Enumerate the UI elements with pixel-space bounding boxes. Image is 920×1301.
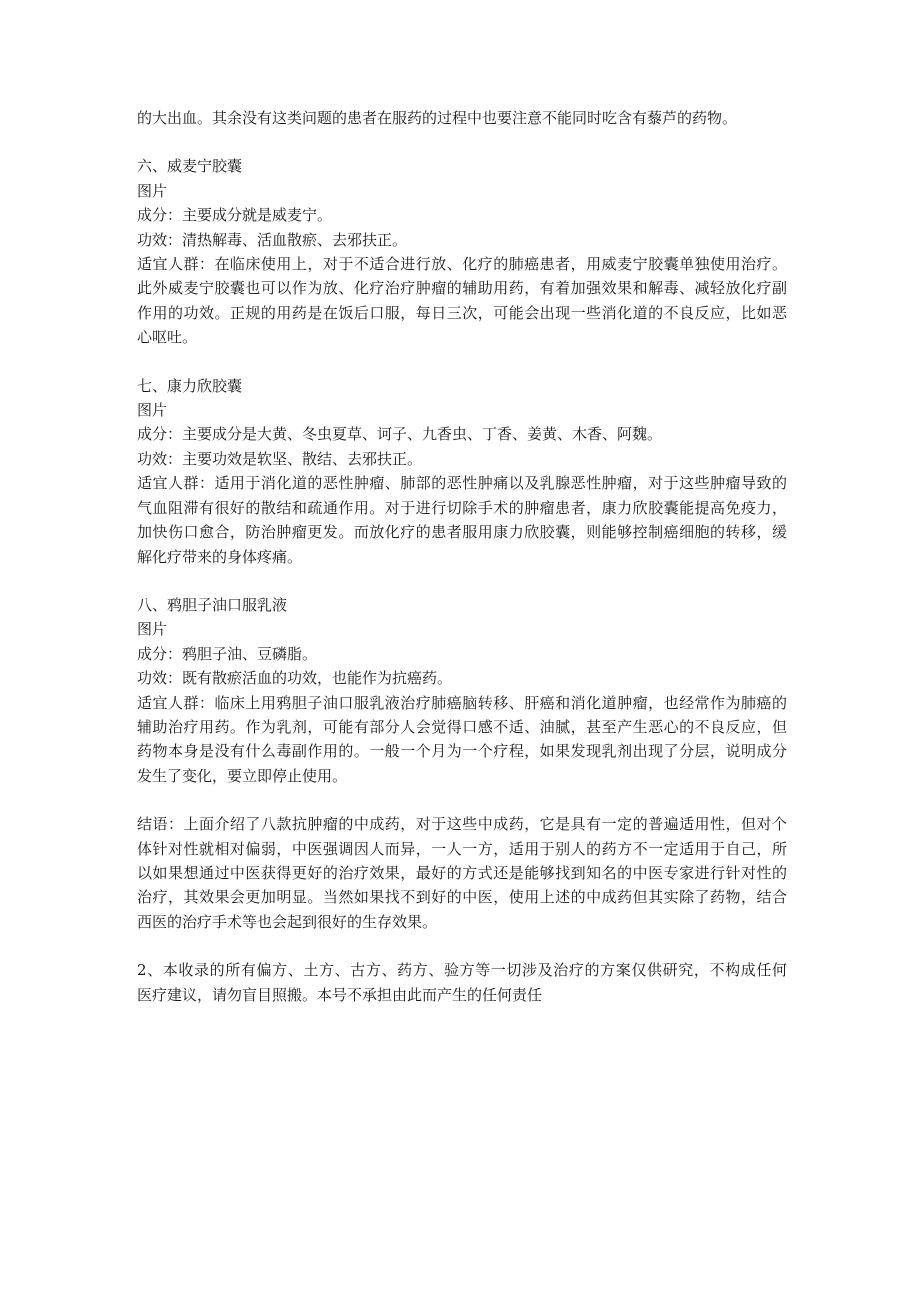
section-8-effect: 功效：既有散瘀活血的功效，也能作为抗癌药。: [137, 669, 453, 688]
section-7-title: 七、康力欣胶囊: [137, 376, 243, 395]
section-8-suitable-line: 适宜人群：临床上用鸦胆子油口服乳液治疗肺癌脑转移、肝癌和消化道肿瘤，也经常作为肺癌的: [137, 693, 787, 712]
conclusion-line: 以如果想通过中医获得更好的治疗效果，最好的方式还是能够找到知名的中医专家进行针对性的: [137, 863, 787, 882]
disclaimer-paragraph: [137, 958, 787, 1007]
paragraph-gap: [137, 350, 787, 374]
section-6-suitable-line: 心呕吐。: [137, 328, 198, 347]
conclusion-line: 西医的治疗手术等也会起到很好的生存效果。: [137, 912, 438, 931]
section-6-image-placeholder: 图片: [137, 181, 168, 200]
section-6-ingredients: 成分：主要成分就是威麦宁。: [137, 206, 333, 225]
paragraph-gap: [137, 569, 787, 593]
section-7-suitable-line: 解化疗带来的身体疼痛。: [137, 547, 303, 566]
section-8-image-placeholder: 图片: [137, 620, 168, 639]
conclusion-line: 结语：上面介绍了八款抗肿瘤的中成药，对于这些中成药，它是具有一定的普遍适用性，但对个: [137, 815, 787, 834]
section-7-image-placeholder: 图片: [137, 401, 168, 420]
disclaimer-line: 医疗建议，请勿盲目照搬。本号不承担由此而产生的任何责任: [137, 985, 543, 1004]
section-8-suitable-line: 辅助治疗用药。作为乳剂，可能有部分人会觉得口感不适、油腻，甚至产生恶心的不良反应，但: [137, 717, 787, 736]
paragraph-gap: [137, 934, 787, 958]
section-8-suitable-line: 发生了变化，要立即停止使用。: [137, 766, 348, 785]
section-7-suitable-line: 适宜人群：适用于消化道的恶性肿瘤、肺部的恶性肿痛以及乳腺恶性肿瘤，对于这些肿瘤导致的: [137, 474, 787, 493]
section-8-suitable-line: 药物本身是没有什么毒副作用的。一般一个月为一个疗程，如果发现乳剂出现了分层，说明成分: [137, 742, 787, 761]
document-page: [137, 106, 787, 1007]
section-6-suitable-line: 此外威麦宁胶囊也可以作为放、化疗治疗肿瘤的辅助用药，有着加强效果和解毒、减轻放化疗副: [137, 279, 787, 298]
section-6-suitable-line: 作用的功效。正规的用药是在饭后口服，每日三次，可能会出现一些消化道的不良反应，比如恶: [137, 303, 787, 322]
section-6-suitable-line: 适宜人群：在临床使用上，对于不适合进行放、化疗的肺癌患者，用威麦宁胶囊单独使用治疗。: [137, 255, 787, 274]
section-7-effect: 功效：主要功效是软坚、散结、去邪扶正。: [137, 449, 423, 468]
section-6: [137, 154, 787, 349]
intro-line: 的大出血。其余没有这类问题的患者在服药的过程中也要注意不能同时吃含有藜芦的药物。: [137, 109, 738, 127]
section-8-ingredients: 成分：鸦胆子油、豆磷脂。: [137, 644, 318, 663]
section-7-suitable-line: 加快伤口愈合，防治肿瘤更发。而放化疗的患者服用康力欣胶囊，则能够控制癌细胞的转移，缓: [137, 523, 787, 542]
section-6-title: 六、威麦宁胶囊: [137, 157, 243, 176]
conclusion-line: 治疗，其效果会更加明显。当然如果找不到好的中医，使用上述的中成药但其实除了药物，结合: [137, 888, 787, 907]
paragraph-gap: [137, 130, 787, 154]
paragraph-gap: [137, 788, 787, 812]
disclaimer-line: 2、本收录的所有偏方、土方、古方、药方、验方等一切涉及治疗的方案仅供研究，不构成任何: [137, 961, 787, 980]
section-8: [137, 593, 787, 788]
section-6-effect: 功效：清热解毒、活血散瘀、去邪扶正。: [137, 230, 408, 249]
section-8-title: 八、鸦胆子油口服乳液: [137, 595, 288, 614]
section-7-suitable-line: 气血阻滞有很好的散结和疏通作用。对于进行切除手术的肿瘤患者，康力欣胶囊能提高免疫力，: [137, 498, 787, 517]
section-7: [137, 374, 787, 569]
intro-paragraph: [137, 106, 787, 130]
conclusion-line: 体针对性就相对偏弱，中医强调因人而异，一人一方，适用于别人的药方不一定适用于自己，所: [137, 839, 787, 858]
conclusion-paragraph: [137, 812, 787, 934]
section-7-ingredients: 成分：主要成分是大黄、冬虫夏草、诃子、九香虫、丁香、姜黄、木香、阿魏。: [137, 425, 663, 444]
